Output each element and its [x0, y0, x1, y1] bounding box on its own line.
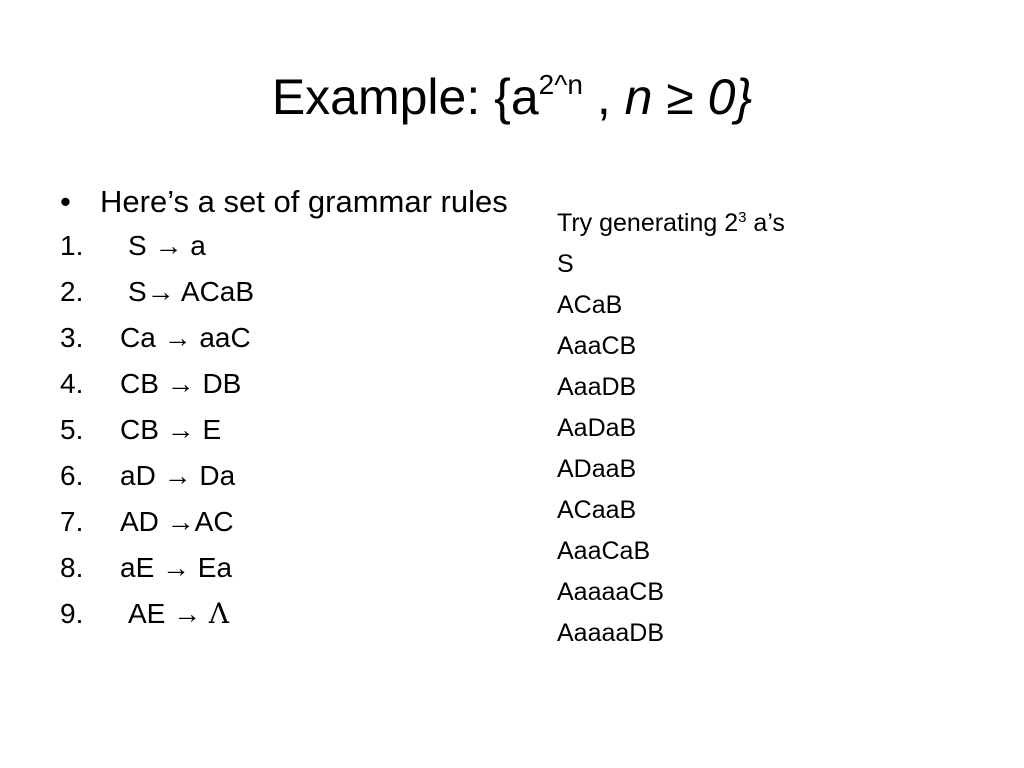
- rule-text: aE → Ea: [120, 552, 233, 583]
- rule-item: [60, 596, 254, 642]
- rule-number: 6.: [60, 460, 84, 491]
- derivation-step: ACaaB: [557, 496, 637, 524]
- rule-number: 8.: [60, 552, 84, 583]
- rule-text: S → a: [128, 230, 206, 261]
- title-prefix: Example: {a: [271, 69, 539, 125]
- rule-item: [60, 504, 254, 550]
- title-separator: ,: [582, 69, 625, 125]
- derivation-step: AaaaaCB: [557, 578, 665, 606]
- rule-text: [120, 596, 229, 632]
- bullet-text: Here’s a set of grammar rules: [100, 184, 508, 219]
- rule-text: CB → DB: [120, 368, 242, 399]
- derivation-step: ADaaB: [557, 455, 637, 483]
- rule-item: [60, 458, 254, 504]
- derivation-step: AaDaB: [557, 414, 637, 442]
- derivation-step: AaaDB: [557, 373, 637, 401]
- rule-text: S→ ACaB: [128, 276, 255, 307]
- derivation-heading-prefix: Try generating 2: [557, 209, 739, 237]
- rule-item: [60, 550, 254, 596]
- rule-item: [60, 228, 254, 274]
- rule-number: 7.: [60, 506, 84, 537]
- derivation-heading-suffix: a’s: [746, 209, 785, 237]
- rule-number: 5.: [60, 414, 84, 445]
- rule-number: 3.: [60, 322, 84, 353]
- rule-number: 1.: [60, 230, 84, 261]
- derivation-step: AaaCB: [557, 332, 637, 360]
- derivation-step: S: [557, 250, 574, 278]
- derivation-list: [557, 206, 785, 657]
- grammar-rules-list: [60, 228, 254, 642]
- rule-text-prefix: AE →: [128, 598, 209, 629]
- bullet-icon: •: [60, 184, 71, 219]
- rule-item: [60, 320, 254, 366]
- rule-number: 2.: [60, 276, 84, 307]
- rule-item: [60, 274, 254, 320]
- derivation-step: AaaCaB: [557, 537, 651, 565]
- rule-number: 9.: [60, 598, 84, 629]
- derivation-step: AaaaaDB: [557, 619, 665, 647]
- rule-item: [60, 366, 254, 412]
- title-condition: n ≥ 0}: [624, 69, 753, 125]
- title-exponent: 2^n: [538, 69, 583, 100]
- lambda-symbol: Λ: [208, 597, 230, 630]
- rule-text: AD →AC: [120, 506, 234, 537]
- rule-text: aD → Da: [120, 460, 236, 491]
- rule-text: CB → E: [120, 414, 222, 445]
- bullet-item: [60, 182, 508, 222]
- derivation-heading-exponent: 3: [738, 209, 747, 226]
- rule-item: [60, 412, 254, 458]
- rule-text: Ca → aaC: [120, 322, 251, 353]
- rule-number: 4.: [60, 368, 84, 399]
- derivation-step: ACaB: [557, 291, 623, 319]
- derivation-heading: [557, 206, 785, 247]
- slide-title: [0, 62, 1024, 132]
